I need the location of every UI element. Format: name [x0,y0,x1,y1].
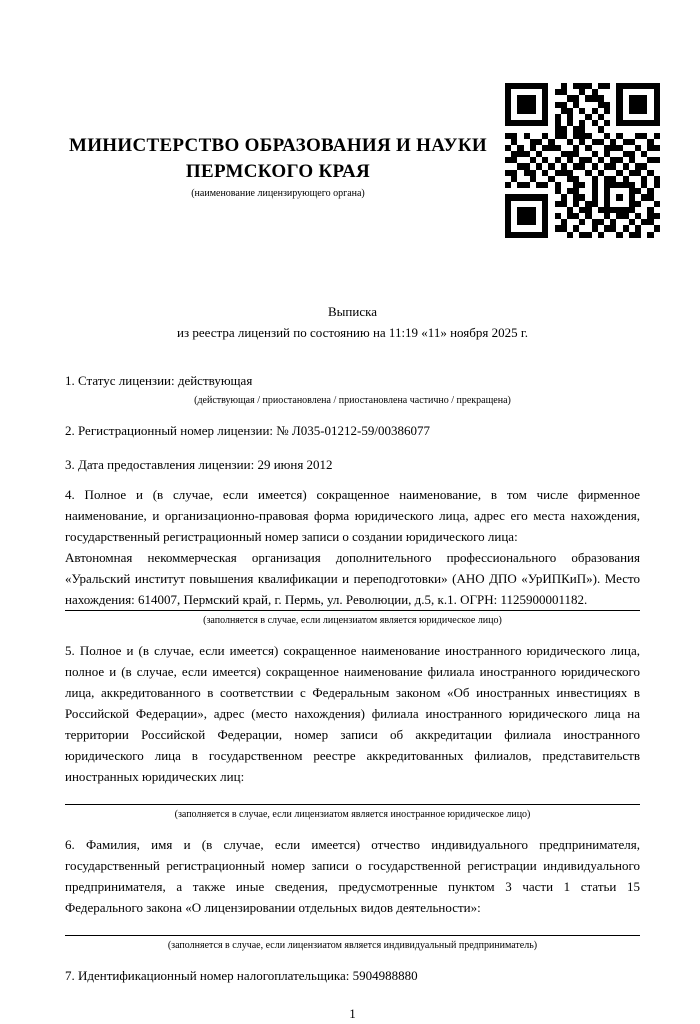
item-license-date [65,454,640,475]
ministry-name-line1: МИНИСТЕРСТВО ОБРАЗОВАНИЯ И НАУКИ [68,135,488,156]
legal-entity-label: 4. Полное и (в случае, если имеется) сокращенное наименование, в том числе фирменное наименование, и организационно-правовая форма юридического лица, адрес его места нахождения, государственный регистрационный номер записи о создании юридического лица: [65,487,640,544]
legal-entity-value: Автономная некоммерческая организация дополнительного профессионального образования «Уральский институт повышения квалификации и переподготовки» (АНО ДПО «УрИПКиП»). Место нахождения: 614007, Пермский край, г. Пермь, ул. Революции, д.5, к.1. ОГРН: 1125900001182. [65,547,640,611]
foreign-entity-empty-value [65,787,640,805]
taxpayer-id-text: 7. Идентификационный номер налогоплательщика: 5904988880 [65,968,418,983]
license-status-text: 1. Статус лицензии: действующая [65,373,253,388]
foreign-entity-label: 5. Полное и (в случае, если имеется) сокращенное наименование иностранного юридического лица, полное и (в случае, если имеется) сокращенное наименование филиала иностранного юридического лица, аккредитованного в соответствии с Федеральным законом «Об иностранных инвестициях в Российской Федерации», адрес (место нахождения) филиала иностранного юридического лица на территории Российской Федерации, номер записи об аккредитации филиала иностранного юридического лица в государственном реестре аккредитованных филиалов, представительств иностранных юридических лиц: [65,643,640,784]
ministry-name-line2: ПЕРМСКОГО КРАЯ [185,161,371,182]
item-foreign-entity [65,640,640,821]
licensing-authority-block [65,83,505,201]
license-status-caption: (действующая / приостановлена / приостановлена частично / прекращена) [194,395,511,406]
item-taxpayer-id [65,965,640,986]
individual-entrepreneur-empty-value [65,918,640,936]
legal-entity-caption: (заполняется в случае, если лицензиатом является юридическое лицо) [203,615,502,626]
foreign-entity-caption: (заполняется в случае, если лицензиатом является иностранное юридическое лицо) [174,809,531,820]
ministry-caption: (наименование лицензирующего органа) [191,188,365,199]
item-individual-entrepreneur [65,834,640,952]
document-header [65,0,640,238]
item-legal-entity [65,484,640,627]
document-title-line1: Выписка [328,304,377,319]
individual-entrepreneur-label: 6. Фамилия, имя и (в случае, если имеется) отчество индивидуального предпринимателя, государственный регистрационный номер записи о государственной регистрации индивидуального предпринимателя, а также иные сведения, предусмотренные пунктом 3 части 1 статьи 15 Федерального закона «О лицензировании отдельных видов деятельности»: [65,837,640,915]
page-number: 1 [349,1006,356,1021]
item-registration-number [65,420,640,441]
qr-code-icon [505,83,660,238]
document-title-line2: из реестра лицензий по состоянию на 11:19 «11» ноября 2025 г. [177,325,528,340]
license-date-text: 3. Дата предоставления лицензии: 29 июня 2012 [65,457,333,472]
item-license-status [65,370,640,407]
individual-entrepreneur-caption: (заполняется в случае, если лицензиатом является индивидуальный предприниматель) [167,940,538,951]
registration-number-text: 2. Регистрационный номер лицензии: № Л035-01212-59/00386077 [65,423,431,438]
document-title [65,301,640,343]
